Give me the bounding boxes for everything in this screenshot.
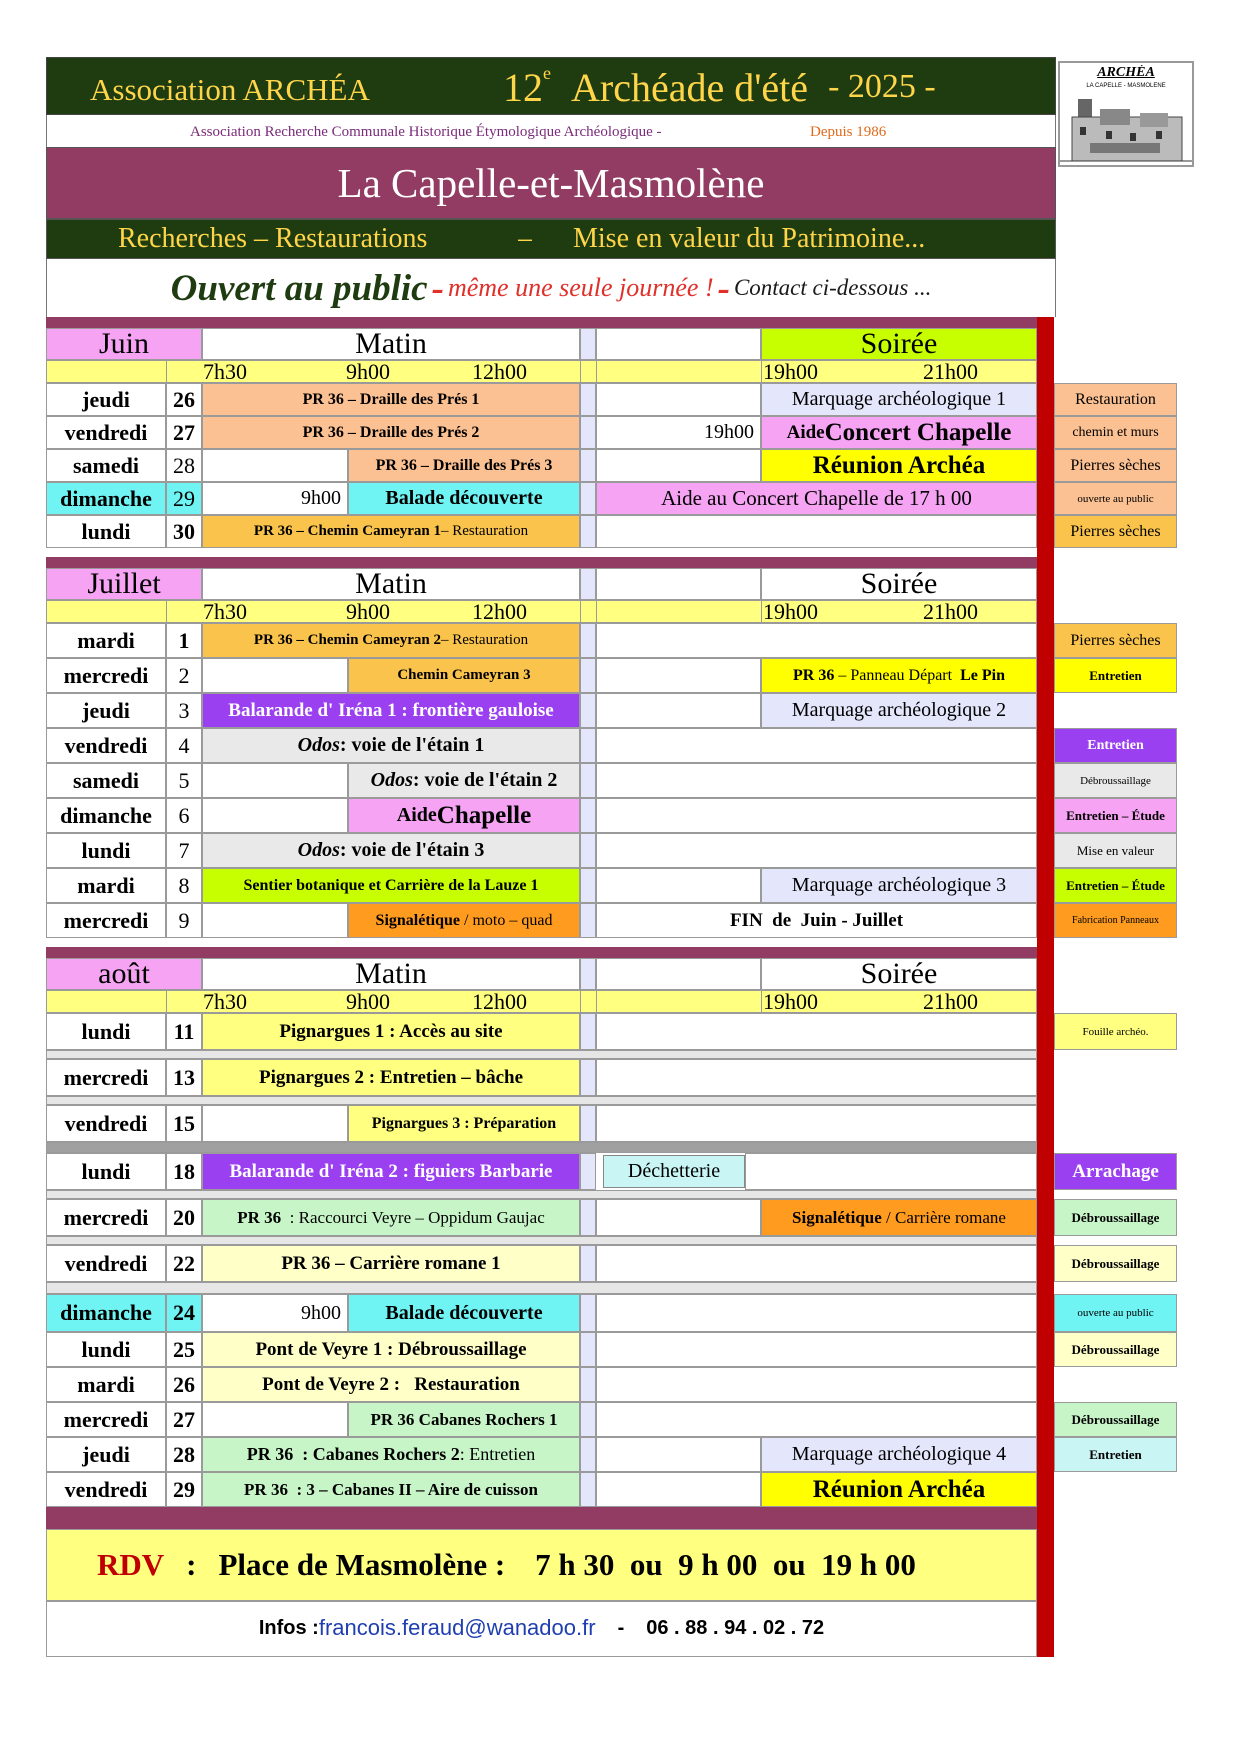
day-number: 11	[166, 1013, 202, 1050]
side-note: Entretien – Étude	[1054, 868, 1177, 903]
morning-activity: Pignargues 2 : Entretien – bâche	[202, 1059, 580, 1096]
empty-cell	[596, 623, 1037, 658]
time-label: 12h00	[472, 600, 527, 623]
gap-column	[580, 1245, 596, 1282]
tagline-dash: –	[518, 223, 532, 254]
morning-activity: PR 36 : 3 – Cabanes II – Aire de cuisson	[202, 1472, 580, 1507]
matin-header: Matin	[202, 568, 580, 600]
gap-column	[580, 1402, 596, 1437]
empty-cell	[596, 798, 1037, 833]
gap-column	[580, 1294, 596, 1332]
soiree-header: Soirée	[761, 958, 1037, 990]
activity-main: : voie de l'étain 2	[412, 769, 558, 791]
time-label: 9h00	[346, 600, 390, 623]
edition-year: - 2025 -	[828, 68, 936, 105]
tagline-right: Mise en valeur du Patrimoine...	[573, 223, 926, 254]
day-number: 18	[166, 1153, 202, 1190]
side-note: Débroussaillage	[1054, 1332, 1177, 1367]
day-number: 27	[166, 416, 202, 449]
morning-activity: Chemin Cameyran 3	[348, 658, 580, 693]
rdv-banner	[46, 1529, 1037, 1601]
logo-caption: LA CAPELLE - MASMOLENE	[1086, 82, 1166, 89]
activity-italic: Odos	[297, 839, 340, 861]
side-note: Fouille archéo.	[1054, 1013, 1177, 1050]
activity-bold: PR 36	[246, 1444, 294, 1464]
spacer-row	[46, 1096, 1037, 1105]
empty-cell	[596, 1105, 1037, 1142]
empty-cell	[202, 903, 348, 938]
morning-activity: Pont de Veyre 2 : Restauration	[202, 1367, 580, 1402]
gap-column	[580, 1199, 596, 1236]
spacer-row	[46, 1142, 1037, 1153]
day-number: 24	[166, 1294, 202, 1332]
gap-column	[580, 903, 596, 938]
day-number: 22	[166, 1245, 202, 1282]
gap-column	[580, 623, 596, 658]
evening-activity: Réunion Archéa	[761, 449, 1037, 482]
activity-rest: – Panneau Départ	[834, 666, 961, 684]
contact-dash: -	[617, 1616, 625, 1639]
day-name: mercredi	[46, 1199, 166, 1236]
gap-column	[580, 658, 596, 693]
activity-main: : Cabanes Rochers 2	[293, 1444, 460, 1464]
month-label-june: Juin	[46, 328, 202, 360]
morning-activity: Pignargues 3 : Préparation	[348, 1105, 580, 1142]
morning-activity	[202, 728, 580, 763]
evening-activity: Marquage archéologique 3	[761, 868, 1037, 903]
time-divider	[166, 360, 167, 383]
day-name: dimanche	[46, 798, 166, 833]
day-number: 26	[166, 383, 202, 416]
side-note: Entretien	[1054, 728, 1177, 763]
side-note: ouverte au public	[1054, 1294, 1177, 1332]
morning-time: 9h00	[202, 1294, 348, 1332]
morning-activity	[202, 1437, 580, 1472]
empty-cell	[596, 449, 761, 482]
time-row	[46, 600, 1037, 623]
gap-column	[580, 1332, 596, 1367]
open-single-day: même une seule journée !	[447, 273, 714, 302]
time-label: 21h00	[923, 600, 978, 623]
time-divider	[596, 360, 597, 383]
morning-activity	[202, 623, 580, 658]
archea-logo	[1058, 61, 1194, 167]
month-label-july: Juillet	[46, 568, 202, 600]
logo-title: ARCHÉA	[1097, 65, 1155, 80]
day-name: vendredi	[46, 1105, 166, 1142]
time-label: 7h30	[203, 360, 247, 383]
time-divider	[596, 600, 597, 623]
empty-cell	[202, 1105, 348, 1142]
contact-phone[interactable]: 06 . 88 . 94 . 02 . 72	[646, 1616, 825, 1639]
empty-cell	[596, 1402, 1037, 1437]
gap-column	[580, 728, 596, 763]
gap-column	[580, 833, 596, 868]
empty-cell	[596, 1332, 1037, 1367]
morning-activity: Balade découverte	[348, 1294, 580, 1332]
time-divider	[761, 360, 762, 383]
empty-cell	[596, 1013, 1037, 1050]
side-note: Débroussaillage	[1054, 1199, 1177, 1236]
time-label: 12h00	[472, 360, 527, 383]
empty-cell	[596, 728, 1037, 763]
evening-activity	[761, 416, 1037, 449]
morning-activity	[348, 798, 580, 833]
day-number: 9	[166, 903, 202, 938]
empty-cell	[596, 958, 761, 990]
morning-activity: Balarande d' Iréna 2 : figuiers Barbarie	[202, 1153, 580, 1190]
day-name: lundi	[46, 1153, 166, 1190]
day-name: vendredi	[46, 1245, 166, 1282]
gap-column	[580, 958, 596, 990]
village-sketch-icon	[1060, 91, 1192, 165]
gap-column	[580, 763, 596, 798]
gap-column	[580, 383, 596, 416]
day-name: mardi	[46, 623, 166, 658]
side-note: chemin et murs	[1054, 416, 1177, 449]
time-divider	[166, 990, 167, 1013]
day-number: 15	[166, 1105, 202, 1142]
day-number: 2	[166, 658, 202, 693]
since-date: Depuis 1986	[810, 123, 887, 140]
day-number: 25	[166, 1332, 202, 1367]
side-note: Fabrication Panneaux	[1054, 903, 1177, 938]
day-number: 7	[166, 833, 202, 868]
morning-activity	[202, 515, 580, 548]
open-dash: -	[431, 267, 444, 309]
activity-bold: Le Pin	[960, 666, 1005, 684]
soiree-header: Soirée	[761, 568, 1037, 600]
edition-superscript: e	[543, 62, 551, 83]
town-name: La Capelle-et-Masmolène	[337, 160, 765, 206]
empty-cell	[596, 1245, 1037, 1282]
morning-activity	[348, 903, 580, 938]
side-note: Restauration	[1054, 383, 1177, 416]
time-row	[46, 360, 1037, 383]
day-number: 13	[166, 1059, 202, 1096]
time-label: 7h30	[203, 990, 247, 1013]
side-note: Pierres sèches	[1054, 515, 1177, 548]
activity-rest: : Entretien	[459, 1444, 536, 1464]
day-number: 1	[166, 623, 202, 658]
time-label: 19h00	[763, 600, 818, 623]
empty-cell	[596, 868, 761, 903]
rdv-label: RDV	[97, 1547, 165, 1582]
gap-column	[580, 416, 596, 449]
day-name: lundi	[46, 1013, 166, 1050]
day-number: 6	[166, 798, 202, 833]
empty-cell	[596, 383, 761, 416]
morning-activity: PR 36 – Carrière romane 1	[202, 1245, 580, 1282]
gap-column	[580, 515, 596, 548]
day-number: 30	[166, 515, 202, 548]
activity-rest: : Raccourci Veyre – Oppidum Gaujac	[281, 1207, 545, 1227]
time-label: 19h00	[763, 360, 818, 383]
evening-activity: Marquage archéologique 1	[761, 383, 1037, 416]
evening-activity: Réunion Archéa	[761, 1472, 1037, 1507]
empty-cell	[202, 763, 348, 798]
gap-column	[580, 1013, 596, 1050]
activity-italic: Odos	[297, 734, 340, 756]
side-note: Débroussaillage	[1054, 1402, 1177, 1437]
gap-column	[580, 868, 596, 903]
month-separator	[46, 947, 1037, 958]
day-name: dimanche	[46, 482, 166, 515]
gap-column	[580, 1153, 596, 1190]
morning-activity: Balade découverte	[348, 482, 580, 515]
evening-activity: Aide au Concert Chapelle de 17 h 00	[596, 482, 1037, 515]
evening-main: Concert Chapelle	[824, 418, 1012, 446]
activity-main: : voie de l'étain 1	[339, 734, 485, 756]
activity-bold: Signalétique	[375, 911, 461, 929]
activity-main: Chapelle	[436, 801, 532, 829]
day-name: vendredi	[46, 416, 166, 449]
day-name: jeudi	[46, 1437, 166, 1472]
association-name: Association ARCHÉA	[90, 72, 370, 107]
day-number: 5	[166, 763, 202, 798]
side-note: Entretien	[1054, 1437, 1177, 1472]
empty-cell	[202, 449, 348, 482]
infos-label: Infos :	[258, 1616, 319, 1639]
activity-main: PR 36 – Chemin Cameyran 2	[253, 632, 441, 648]
matin-header: Matin	[202, 958, 580, 990]
time-divider	[580, 990, 581, 1013]
gap-column	[580, 1059, 596, 1096]
open-dash: -	[717, 267, 730, 309]
side-note: Entretien – Étude	[1054, 798, 1177, 833]
activity-rest: / moto – quad	[460, 911, 553, 929]
matin-header: Matin	[202, 328, 580, 360]
association-subtitle: Association Recherche Communale Historique Étymologique Archéologique -	[190, 123, 662, 140]
day-name: mardi	[46, 1367, 166, 1402]
activity-bold: Signalétique	[792, 1207, 882, 1227]
empty-cell	[596, 833, 1037, 868]
side-note: Arrachage	[1054, 1153, 1177, 1190]
rdv-colon: :	[186, 1547, 197, 1582]
empty-cell	[202, 1402, 348, 1437]
day-name: mercredi	[46, 903, 166, 938]
empty-cell	[202, 658, 348, 693]
time-label: 12h00	[472, 990, 527, 1013]
morning-activity: Pignargues 1 : Accès au site	[202, 1013, 580, 1050]
spacer-row	[46, 1282, 1037, 1294]
side-note: Pierres sèches	[1054, 623, 1177, 658]
day-name: vendredi	[46, 1472, 166, 1507]
day-number: 29	[166, 482, 202, 515]
open-contact: Contact ci-dessous ...	[733, 275, 932, 300]
day-number: 29	[166, 1472, 202, 1507]
empty-cell	[596, 515, 1037, 548]
activity-main: : voie de l'étain 3	[339, 839, 485, 861]
evening-prefix: Aide	[786, 421, 825, 443]
month-label-august: août	[46, 958, 202, 990]
gap-column	[580, 568, 596, 600]
soiree-header: Soirée	[761, 328, 1037, 360]
empty-cell	[596, 693, 761, 728]
side-note: Débroussaillage	[1054, 763, 1177, 798]
morning-activity	[348, 763, 580, 798]
day-number: 8	[166, 868, 202, 903]
edition-number: 12	[503, 64, 543, 110]
edition-name: Archéade d'été	[571, 64, 809, 110]
gap-column	[580, 1367, 596, 1402]
evening-activity: Marquage archéologique 2	[761, 693, 1037, 728]
activity-rest: – Restauration	[441, 523, 529, 539]
month-separator	[46, 557, 1037, 568]
activity-rest: / Carrière romane	[881, 1207, 1006, 1227]
morning-activity: PR 36 – Draille des Prés 2	[202, 416, 580, 449]
morning-activity: PR 36 Cabanes Rochers 1	[348, 1402, 580, 1437]
morning-activity: Balarande d' Iréna 1 : frontière gauloise	[202, 693, 580, 728]
time-divider	[761, 600, 762, 623]
empty-cell	[596, 1199, 761, 1236]
month-separator	[46, 317, 1037, 328]
day-name: lundi	[46, 833, 166, 868]
morning-activity: PR 36 – Draille des Prés 3	[348, 449, 580, 482]
evening-activity: Marquage archéologique 4	[761, 1437, 1037, 1472]
gap-column	[580, 1105, 596, 1142]
day-number: 28	[166, 449, 202, 482]
empty-cell	[202, 798, 348, 833]
side-note: Mise en valeur	[1054, 833, 1177, 868]
time-divider	[580, 600, 581, 623]
empty-cell	[596, 568, 761, 600]
spacer-row	[46, 1190, 1037, 1199]
open-public-label: Ouvert au public	[170, 267, 428, 309]
day-name: samedi	[46, 763, 166, 798]
tagline-left: Recherches – Restaurations	[118, 223, 428, 254]
time-label: 21h00	[923, 990, 978, 1013]
time-row	[46, 990, 1037, 1013]
time-label: 9h00	[346, 990, 390, 1013]
activity-rest: – Restauration	[441, 632, 529, 648]
rdv-times: 7 h 30 ou 9 h 00 ou 19 h 00	[535, 1547, 916, 1582]
day-name: jeudi	[46, 383, 166, 416]
day-name: samedi	[46, 449, 166, 482]
empty-cell	[596, 1437, 761, 1472]
time-label: 21h00	[923, 360, 978, 383]
morning-activity: Pont de Veyre 1 : Débroussaillage	[202, 1332, 580, 1367]
spacer-row	[46, 1236, 1037, 1245]
empty-cell	[596, 1367, 1037, 1402]
day-name: mercredi	[46, 1059, 166, 1096]
morning-activity: Sentier botanique et Carrière de la Lauze 1	[202, 868, 580, 903]
time-label: 7h30	[203, 600, 247, 623]
day-name: mardi	[46, 868, 166, 903]
empty-cell	[596, 1294, 1037, 1332]
morning-time: 9h00	[202, 482, 348, 515]
evening-time: 19h00	[596, 416, 761, 449]
day-number: 4	[166, 728, 202, 763]
activity-bold: PR 36	[237, 1207, 282, 1227]
day-name: lundi	[46, 1332, 166, 1367]
day-name: mercredi	[46, 658, 166, 693]
activity-prefix: Aide	[396, 804, 437, 826]
spacer-row	[46, 1050, 1037, 1059]
day-number: 27	[166, 1402, 202, 1437]
contact-email[interactable]: francois.feraud@wanadoo.fr	[318, 1615, 596, 1640]
evening-activity	[761, 658, 1037, 693]
day-name: vendredi	[46, 728, 166, 763]
activity-bold: PR 36	[793, 666, 835, 684]
evening-activity: FIN de Juin - Juillet	[596, 903, 1037, 938]
gap-column	[580, 1472, 596, 1507]
morning-activity	[202, 833, 580, 868]
morning-activity	[202, 1199, 580, 1236]
time-label: 19h00	[763, 990, 818, 1013]
day-number: 3	[166, 693, 202, 728]
day-name: lundi	[46, 515, 166, 548]
footer-separator	[46, 1507, 1037, 1529]
empty-cell	[596, 763, 1037, 798]
activity-main: PR 36 – Chemin Cameyran 1	[253, 523, 441, 539]
side-note: Pierres sèches	[1054, 449, 1177, 482]
time-divider	[166, 600, 167, 623]
gap-column	[580, 798, 596, 833]
empty-cell	[745, 1153, 1037, 1190]
empty-cell	[596, 1472, 761, 1507]
gap-column	[580, 482, 596, 515]
time-divider	[761, 990, 762, 1013]
gap-column	[580, 328, 596, 360]
evening-activity	[761, 1199, 1037, 1236]
day-number: 26	[166, 1367, 202, 1402]
day-name: jeudi	[46, 693, 166, 728]
rdv-place: Place de Masmolène :	[218, 1547, 506, 1582]
morning-activity: PR 36 – Draille des Prés 1	[202, 383, 580, 416]
day-name: mercredi	[46, 1402, 166, 1437]
contact-line	[46, 1608, 1037, 1648]
red-side-bar	[1037, 317, 1054, 1657]
evening-activity: Déchetterie	[603, 1155, 745, 1188]
activity-italic: Odos	[370, 769, 413, 791]
time-label: 9h00	[346, 360, 390, 383]
open-public-line	[46, 264, 1056, 312]
gap-column	[580, 449, 596, 482]
day-name: dimanche	[46, 1294, 166, 1332]
side-note: Entretien	[1054, 658, 1177, 693]
side-note: Débroussaillage	[1054, 1245, 1177, 1282]
gap-column	[580, 693, 596, 728]
day-number: 20	[166, 1199, 202, 1236]
side-note: ouverte au public	[1054, 482, 1177, 515]
empty-cell	[596, 328, 761, 360]
time-divider	[580, 360, 581, 383]
empty-cell	[596, 658, 761, 693]
time-divider	[596, 990, 597, 1013]
edition-title	[503, 62, 936, 112]
day-number: 28	[166, 1437, 202, 1472]
gap-column	[580, 1437, 596, 1472]
empty-cell	[596, 1059, 1037, 1096]
